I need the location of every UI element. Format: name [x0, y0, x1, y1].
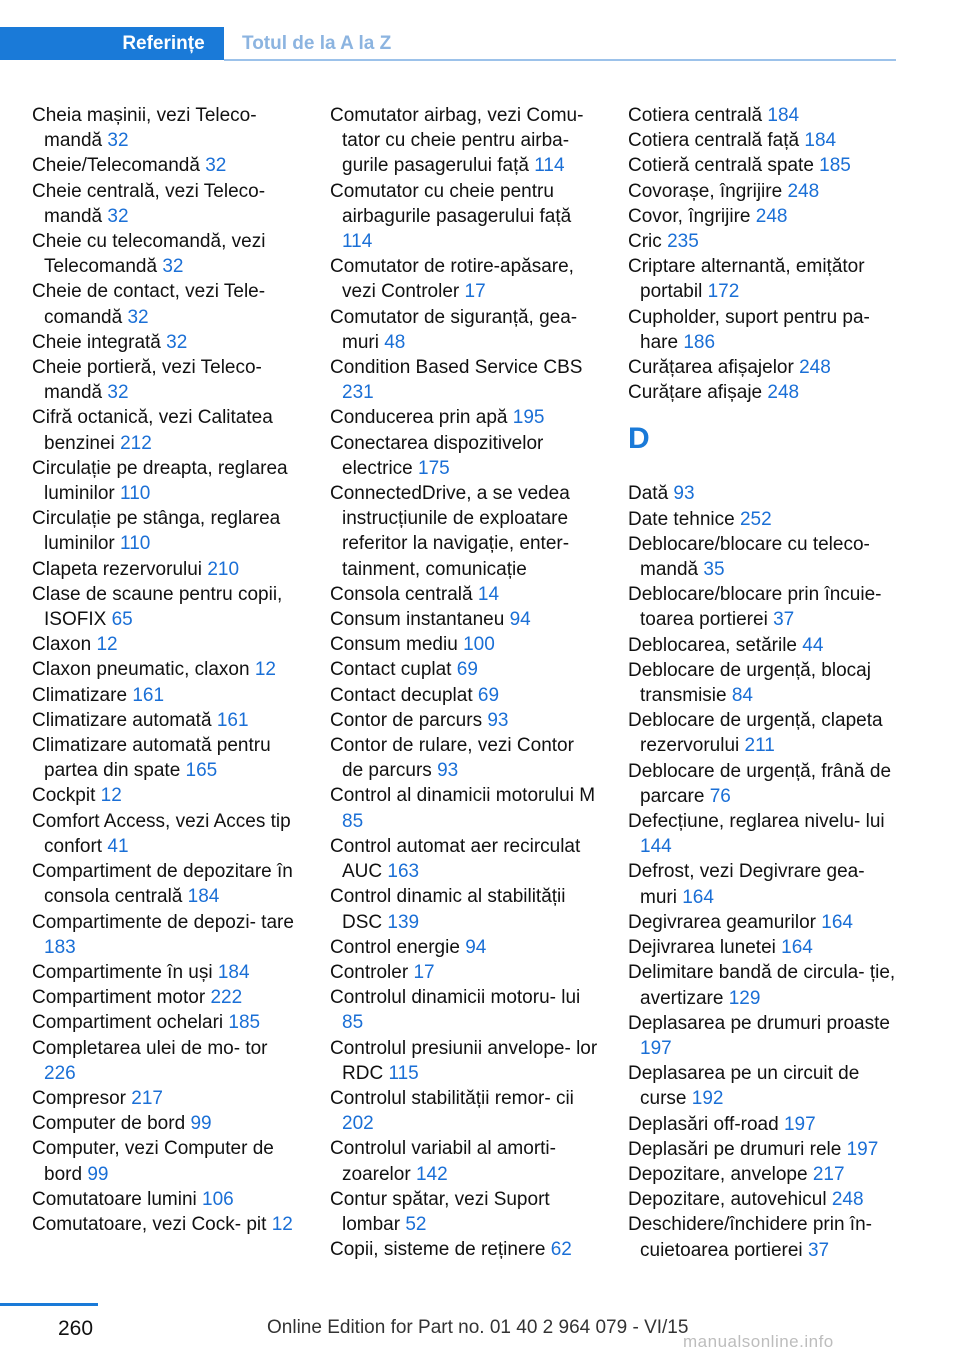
entry-term: Covorașe, îngrijire	[628, 180, 783, 202]
entry-term: Climatizare automată	[32, 709, 212, 731]
entry-term: Compartiment ochelari	[32, 1012, 224, 1034]
index-entry	[32, 809, 302, 859]
page-link[interactable]: 12	[100, 785, 122, 807]
index-entry	[32, 330, 302, 355]
entry-term: Comutatoare, vezi Cock‐ pit	[32, 1213, 267, 1235]
page-link[interactable]: 37	[773, 609, 795, 631]
entry-term: Cupholder, suport pentru pa‐ hare	[628, 306, 870, 353]
entry-term: Cifră octanică, vezi Calitatea benzinei	[32, 407, 273, 454]
entry-term: Contor de rulare, vezi Contor de parcurs	[330, 735, 574, 782]
index-entry	[628, 507, 898, 532]
page-link[interactable]: 165	[185, 760, 218, 782]
index-entry	[32, 1010, 302, 1035]
page-link[interactable]: 17	[413, 961, 435, 983]
page-link[interactable]: 12	[254, 659, 276, 681]
index-entry	[330, 179, 600, 255]
index-entry	[330, 783, 600, 833]
page-link[interactable]: 129	[728, 987, 761, 1009]
header-rule	[224, 59, 896, 61]
entry-term: Deblocare de urgență, frână de parcare	[628, 760, 892, 807]
page-link[interactable]: 195	[512, 407, 545, 429]
index-entry	[32, 683, 302, 708]
index-entry	[32, 557, 302, 582]
page-link[interactable]: 252	[739, 508, 772, 530]
entry-term: Conducerea prin apă	[330, 407, 508, 429]
index-entry	[330, 960, 600, 985]
entry-term: Condition Based Service CBS	[330, 357, 583, 379]
entry-term: Contor de parcurs	[330, 709, 483, 731]
page-link[interactable]: 85	[342, 1012, 364, 1034]
index-entry	[628, 1061, 898, 1111]
entry-term: Clapeta rezervorului	[32, 558, 203, 580]
entry-term: Controlul variabil al amorti‐ zoarelor	[330, 1138, 556, 1185]
index-entry	[32, 859, 302, 909]
entry-term: Circulație pe dreapta, reglarea luminilor	[32, 457, 288, 505]
entry-term: Compartimente de depozi‐ tare	[32, 911, 294, 933]
entry-term: Cockpit	[32, 785, 96, 807]
index-entry	[628, 633, 898, 658]
index-column-3	[628, 103, 898, 1263]
entry-term: Cheie centrală, vezi Teleco‐ mandă	[32, 180, 266, 227]
index-entry	[628, 103, 898, 128]
entry-term: Cotieră centrală spate	[628, 155, 814, 177]
entry-term: Depozitare, autovehicul	[628, 1189, 827, 1211]
index-entry	[628, 179, 898, 204]
page-link[interactable]: 62	[550, 1239, 572, 1261]
entry-term: Cotiera centrală	[628, 105, 763, 126]
entry-term: Compartiment de depozitare în consola centrală	[32, 861, 293, 908]
index-entry	[330, 254, 600, 304]
entry-term: ConnectedDrive, a se vedea instrucțiunile de exploatare referitor la navigație, enter‐ tainment, comunicație	[330, 483, 570, 580]
index-entry	[628, 935, 898, 960]
index-entry	[628, 481, 898, 506]
entry-term: Deblocare de urgență, blocaj transmisie	[628, 659, 871, 707]
index-entry	[32, 1212, 302, 1237]
index-entry	[628, 532, 898, 582]
entry-term: Cotiera centrală față	[628, 130, 800, 152]
index-entry	[628, 1011, 898, 1061]
entry-term: Claxon pneumatic, claxon	[32, 659, 250, 681]
entry-term: Cheie/Telecomandă	[32, 155, 200, 177]
page-link[interactable]: 172	[707, 281, 740, 303]
page-link[interactable]: 184	[187, 886, 220, 908]
entry-term: Computer, vezi Computer de bord	[32, 1138, 274, 1185]
page-link[interactable]: 226	[44, 1062, 76, 1084]
index-entry	[628, 960, 898, 1010]
header-accent-bar	[0, 27, 103, 60]
entry-term: Control dinamic al stabilității DSC	[330, 886, 566, 933]
entry-term: Comutator cu cheie pentru airbagurile pasagerului față	[330, 180, 572, 227]
index-entry	[330, 733, 600, 783]
entry-term: Delimitare bandă de circula‐ ție, avertizare	[628, 962, 896, 1009]
page-link[interactable]: 52	[405, 1213, 427, 1235]
index-entry	[330, 582, 600, 607]
entry-term: Deplasări off-road	[628, 1113, 779, 1135]
entry-term: Contur spătar, vezi Suport lombar	[330, 1188, 550, 1235]
index-entry	[32, 506, 302, 556]
page-link[interactable]: 248	[799, 357, 831, 379]
index-entry	[330, 1187, 600, 1237]
index-entry	[330, 657, 600, 682]
page-link[interactable]: 197	[783, 1113, 816, 1135]
entry-term: Deblocare/blocare prin încuie‐ toarea portierei	[628, 584, 882, 631]
page-link[interactable]: 210	[207, 558, 240, 580]
page-link[interactable]: 110	[120, 483, 151, 505]
page-number: 260	[58, 1317, 94, 1340]
index-entry	[330, 355, 600, 405]
index-entry	[330, 481, 600, 582]
entry-term: Comutatoare lumini	[32, 1188, 197, 1210]
index-entry	[32, 708, 302, 733]
index-entry	[330, 683, 600, 708]
page-link[interactable]: 84	[731, 685, 753, 707]
page-link[interactable]: 32	[107, 382, 129, 404]
page-link[interactable]: 100	[463, 634, 495, 656]
tab-a-to-z[interactable]: Totul de la A la Z	[242, 32, 392, 54]
index-entry	[628, 859, 898, 909]
entry-term: Deplasarea pe drumuri proaste	[628, 1012, 890, 1034]
index-entry	[32, 355, 302, 405]
entry-term: Compartimente în uși	[32, 961, 213, 983]
page-link[interactable]: 202	[342, 1113, 374, 1135]
entry-term: Completarea ulei de mo‐ tor	[32, 1037, 268, 1059]
entry-term: Clase de scaune pentru copii, ISOFIX	[32, 583, 283, 631]
index-entry	[330, 1237, 600, 1262]
index-entry	[32, 153, 302, 178]
index-entry	[330, 708, 600, 733]
entry-term: Cheia mașinii, vezi Teleco‐ mandă	[32, 105, 257, 152]
entry-term: Compartiment motor	[32, 987, 206, 1009]
entry-term: Climatizare automată pentru partea din spate	[32, 735, 271, 782]
entry-term: Depozitare, anvelope	[628, 1163, 808, 1185]
page-link[interactable]: 144	[640, 836, 672, 858]
entry-term: Compresor	[32, 1087, 126, 1109]
page-link[interactable]: 114	[534, 155, 565, 177]
entry-term: Control al dinamicii motorului M	[330, 785, 596, 807]
page-link[interactable]: 183	[44, 936, 76, 958]
page-link[interactable]: 217	[812, 1163, 845, 1185]
page-link[interactable]: 32	[107, 205, 129, 227]
index-entry	[330, 834, 600, 884]
page-link[interactable]: 115	[388, 1062, 419, 1084]
index-entry	[330, 1036, 600, 1086]
index-entry	[32, 405, 302, 455]
entry-term: Copii, sisteme de reținere	[330, 1239, 546, 1261]
page-link[interactable]: 163	[387, 861, 420, 883]
index-entry	[32, 1086, 302, 1111]
page-link[interactable]: 12	[271, 1213, 293, 1235]
page-link[interactable]: 32	[107, 130, 129, 152]
page-link[interactable]: 185	[819, 155, 851, 177]
index-entry	[32, 783, 302, 808]
index-entry	[32, 1036, 302, 1086]
entry-term: Control automat aer recirculat AUC	[330, 835, 581, 883]
entry-term: Dejivrarea lunetei	[628, 937, 776, 959]
index-entry	[330, 405, 600, 430]
entry-term: Contact cuplat	[330, 659, 452, 681]
page-link[interactable]: 32	[205, 155, 227, 177]
page-link[interactable]: 35	[703, 559, 725, 581]
entry-term: Deblocare/blocare cu teleco‐ mandă	[628, 533, 870, 581]
index-entry	[32, 456, 302, 506]
index-entry	[628, 658, 898, 708]
entry-term: Cheie integrată	[32, 331, 161, 353]
index-entry	[32, 910, 302, 960]
index-entry	[628, 355, 898, 380]
index-entry	[628, 305, 898, 355]
page-link[interactable]: 44	[802, 634, 824, 656]
page-link[interactable]: 184	[804, 130, 837, 152]
page-link[interactable]: 211	[744, 735, 775, 757]
entry-term: Defrost, vezi Degivrare gea‐ muri	[628, 861, 865, 908]
index-entry	[628, 910, 898, 935]
entry-term: Cheie portieră, vezi Teleco‐ mandă	[32, 357, 262, 404]
page-link[interactable]: 197	[846, 1138, 879, 1160]
index-entry	[628, 809, 898, 859]
entry-term: Computer de bord	[32, 1113, 186, 1135]
page-link[interactable]: 69	[456, 659, 478, 681]
page-link[interactable]: 99	[87, 1163, 109, 1185]
entry-term: Curățare afișaje	[628, 382, 763, 404]
entry-term: Comutator de siguranță, gea‐ muri	[330, 306, 578, 353]
page-link[interactable]: 14	[477, 583, 500, 605]
entry-term: Consum instantaneu	[330, 609, 505, 631]
index-entry	[628, 1162, 898, 1187]
index-entry	[628, 1187, 898, 1212]
index-entry	[32, 1111, 302, 1136]
entry-term: Curățarea afișajelor	[628, 357, 794, 379]
entry-term: Control energie	[330, 936, 460, 958]
page-link[interactable]: 222	[210, 987, 243, 1009]
entry-term: Deblocarea, setările	[628, 634, 797, 656]
index-entry	[330, 305, 600, 355]
entry-term: Dată	[628, 483, 669, 505]
page-link[interactable]: 69	[477, 684, 500, 706]
page-link[interactable]: 76	[709, 785, 731, 807]
index-entry	[628, 204, 898, 229]
page-link[interactable]: 161	[216, 709, 249, 731]
index-entry	[628, 229, 898, 254]
entry-term: Consum mediu	[330, 634, 458, 656]
entry-term: Cheie de contact, vezi Tele‐ comandă	[32, 281, 266, 328]
index-entry	[628, 582, 898, 632]
index-column-1	[32, 103, 302, 1237]
watermark: manualsonline.info	[683, 1332, 834, 1351]
entry-term: Comutator de rotire-apăsare, vezi Controler	[330, 256, 574, 303]
page-link[interactable]: 17	[464, 281, 486, 303]
index-entry	[628, 1137, 898, 1162]
page-link[interactable]: 161	[132, 684, 165, 706]
page-link[interactable]: 37	[807, 1239, 830, 1261]
entry-term: Controlul presiunii anvelope‐ lor RDC	[330, 1037, 598, 1084]
index-entry	[330, 985, 600, 1035]
entry-term: Defecțiune, reglarea nivelu‐ lui	[628, 811, 885, 833]
page-link[interactable]: 94	[509, 609, 531, 631]
entry-term: Controlul stabilității remor‐ cii	[330, 1087, 574, 1109]
index-entry	[32, 960, 302, 985]
page-link[interactable]: 248	[787, 180, 820, 202]
entry-term: Comutator airbag, vezi Comu‐ tator cu cheie pentru airba‐ gurile pasagerului față	[330, 105, 584, 177]
page-link[interactable]: 85	[342, 810, 364, 832]
page-link[interactable]: 231	[342, 382, 374, 404]
entry-term: Criptare alternantă, emițător portabil	[628, 256, 865, 303]
entry-term: Controlul dinamicii motoru‐ lui	[330, 987, 581, 1009]
entry-term: Claxon	[32, 634, 92, 656]
entry-term: Cheie cu telecomandă, vezi Telecomandă	[32, 231, 266, 278]
entry-term: Covor, îngrijire	[628, 205, 751, 227]
page-link[interactable]: 142	[415, 1163, 448, 1185]
page-link[interactable]: 65	[111, 609, 133, 631]
page-link[interactable]: 139	[387, 911, 420, 933]
entry-term: Consola centrală	[330, 583, 473, 605]
index-entry	[330, 607, 600, 632]
page-link[interactable]: 93	[487, 709, 509, 731]
entry-term: Circulație pe stânga, reglarea luminilor	[32, 508, 281, 555]
entry-term: Controler	[330, 961, 409, 983]
index-entry	[32, 632, 302, 657]
page-link[interactable]: 184	[217, 961, 250, 983]
index-entry	[628, 128, 898, 153]
entry-term: Contact decuplat	[330, 684, 473, 706]
index-entry	[330, 431, 600, 481]
section-letter-heading: D	[628, 422, 650, 456]
index-entry	[32, 279, 302, 329]
page-link[interactable]: 110	[120, 533, 151, 555]
footer-accent-bar	[0, 1303, 98, 1306]
index-entry	[32, 1136, 302, 1186]
entry-term: Comfort Access, vezi Acces tip confort	[32, 810, 291, 857]
tab-references[interactable]: Referințe	[103, 27, 224, 60]
index-entry	[32, 733, 302, 783]
index-entry	[628, 254, 898, 304]
entry-term: Date tehnice	[628, 508, 735, 530]
page-link[interactable]: 32	[127, 306, 149, 328]
index-entry	[32, 657, 302, 682]
index-entry	[628, 1112, 898, 1137]
page-link[interactable]: 248	[755, 205, 788, 227]
index-entry	[330, 1086, 600, 1136]
page-link[interactable]: 106	[202, 1188, 234, 1210]
page-link[interactable]: 99	[190, 1113, 212, 1135]
page-link[interactable]: 114	[342, 231, 373, 253]
page-link[interactable]: 175	[418, 457, 450, 479]
index-entry	[628, 708, 898, 758]
entry-term: Deplasări pe drumuri rele	[628, 1138, 842, 1160]
page-link[interactable]: 186	[683, 331, 716, 353]
index-entry	[628, 1212, 898, 1262]
index-entry	[32, 179, 302, 229]
page-link[interactable]: 235	[667, 231, 699, 253]
page-link[interactable]: 32	[162, 256, 184, 278]
page-link[interactable]: 164	[781, 937, 813, 959]
index-entry	[32, 229, 302, 279]
index-entry	[330, 103, 600, 179]
index-entry	[628, 380, 898, 405]
page-link[interactable]: 217	[131, 1087, 163, 1109]
page-link[interactable]: 248	[831, 1189, 864, 1211]
page-link[interactable]: 93	[673, 483, 695, 505]
edition-note: Online Edition for Part no. 01 40 2 964 079 - VI/15	[267, 1317, 689, 1338]
page-link[interactable]: 48	[384, 331, 406, 353]
entry-term: Degivrarea geamurilor	[628, 911, 816, 933]
page-link[interactable]: 164	[821, 911, 853, 933]
index-entry	[330, 1136, 600, 1186]
page-link[interactable]: 94	[465, 936, 487, 958]
index-entry	[330, 884, 600, 934]
page-link[interactable]: 197	[640, 1037, 672, 1059]
page-link[interactable]: 41	[107, 835, 129, 857]
index-entry	[32, 582, 302, 632]
index-column-2	[330, 103, 600, 1262]
entry-term: Deschidere/închidere prin în‐ cuietoarea portierei	[628, 1214, 872, 1261]
entry-term: Deplasarea pe un circuit de curse	[628, 1063, 860, 1110]
page-link[interactable]: 184	[767, 105, 800, 126]
entry-term: Deblocare de urgență, clapeta rezervorului	[628, 710, 883, 757]
page-link[interactable]: 93	[437, 760, 459, 782]
page-link[interactable]: 212	[120, 432, 152, 454]
page-link[interactable]: 164	[682, 886, 714, 908]
index-entry	[32, 103, 302, 153]
entry-term: Conectarea dispozitivelor electrice	[330, 432, 544, 479]
page-link[interactable]: 32	[166, 331, 188, 353]
index-entry	[32, 985, 302, 1010]
index-entry	[628, 153, 898, 178]
page-link[interactable]: 248	[767, 382, 800, 404]
index-entry	[330, 935, 600, 960]
index-entry	[32, 1187, 302, 1212]
page-link[interactable]: 192	[691, 1088, 724, 1110]
index-entry	[330, 632, 600, 657]
page-link[interactable]: 12	[96, 634, 118, 656]
entry-term: Cric	[628, 231, 662, 253]
entry-term: Climatizare	[32, 684, 128, 706]
index-entry	[628, 759, 898, 809]
page-link[interactable]: 185	[228, 1012, 261, 1034]
